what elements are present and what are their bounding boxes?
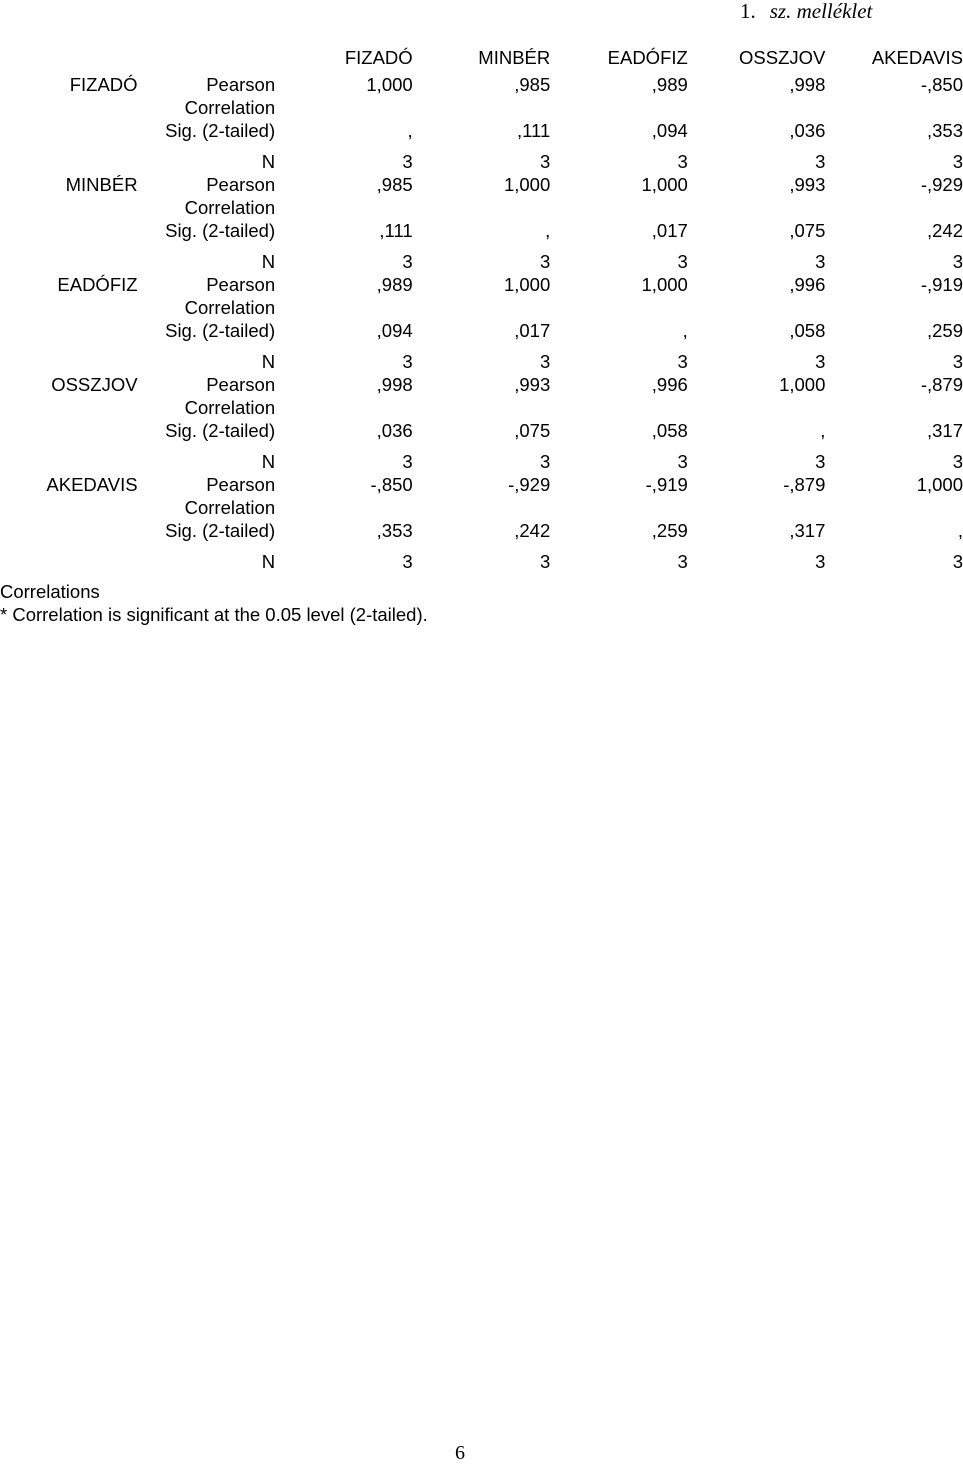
row-stat-label: Pearson Correlation <box>184 274 276 318</box>
row-variable-label <box>0 550 138 573</box>
page-number: 6 <box>455 1442 465 1464</box>
table-cell: -,929 <box>920 174 963 195</box>
annex-title: sz. melléklet <box>769 0 873 23</box>
table-cell: 3 <box>815 551 826 572</box>
table-row <box>0 550 963 573</box>
table-cell: 3 <box>952 151 963 172</box>
annex-number: 1. <box>740 0 756 23</box>
table-row <box>0 150 963 173</box>
row-stat-label: N <box>261 251 276 272</box>
table-cell: ,998 <box>376 374 413 395</box>
table-row <box>0 450 963 473</box>
table-row <box>0 250 963 273</box>
row-stat-label: Sig. (2-tailed) <box>165 420 276 441</box>
row-variable-label <box>0 219 138 250</box>
row-variable-label: FIZADÓ <box>69 74 138 95</box>
table-cell: 1,000 <box>366 74 413 95</box>
table-cell: 3 <box>402 551 413 572</box>
table-cell: ,259 <box>651 520 688 541</box>
row-variable-label: MINBÉR <box>65 174 138 195</box>
table-cell: , <box>957 520 963 541</box>
table-cell: 3 <box>402 351 413 372</box>
table-cell: 3 <box>815 251 826 272</box>
table-cell: 3 <box>539 351 551 372</box>
table-cell: -,850 <box>920 74 963 95</box>
row-stat-label: Pearson Correlation <box>184 74 276 118</box>
column-header: AKEDAVIS <box>871 47 963 68</box>
table-cell: ,317 <box>789 520 826 541</box>
table-cell: -,850 <box>370 474 413 495</box>
caption-note: * Correlation is significant at the 0.05 level (2-tailed). <box>0 604 428 625</box>
row-variable-label <box>0 150 138 173</box>
row-stat-label: Sig. (2-tailed) <box>165 520 276 541</box>
table-row <box>0 219 963 250</box>
row-stat-label: Pearson Correlation <box>184 474 276 518</box>
table-cell: ,985 <box>376 174 413 195</box>
caption-title: Correlations <box>0 581 100 602</box>
table-cell: 3 <box>402 151 413 172</box>
annex-heading <box>740 0 872 24</box>
table-row <box>0 473 963 519</box>
table-cell: ,989 <box>651 74 688 95</box>
table-cell: ,111 <box>516 120 551 141</box>
table-cell: 3 <box>539 251 551 272</box>
row-stat-label: N <box>261 151 276 172</box>
column-header: MINBÉR <box>478 47 551 68</box>
table-cell: 3 <box>677 551 688 572</box>
table-cell: 1,000 <box>779 374 826 395</box>
table-row <box>0 319 963 350</box>
table-cell: 3 <box>815 451 826 472</box>
table-cell: ,036 <box>376 420 413 441</box>
table-row <box>0 350 963 373</box>
row-stat-label: N <box>261 351 276 372</box>
table-row <box>0 519 963 550</box>
table-cell: 1,000 <box>641 174 688 195</box>
table-cell: , <box>820 420 826 441</box>
table-row <box>0 73 963 119</box>
table-cell: 1,000 <box>916 474 963 495</box>
row-variable-label: EADÓFIZ <box>57 274 138 295</box>
row-variable-label <box>0 350 138 373</box>
table-cell: 3 <box>539 451 551 472</box>
row-stat-label: N <box>261 551 276 572</box>
table-cell: ,111 <box>379 220 413 241</box>
table-cell: 3 <box>402 451 413 472</box>
row-variable-label <box>0 519 138 550</box>
table-cell: ,058 <box>789 320 826 341</box>
table-row <box>0 419 963 450</box>
table-cell: ,242 <box>514 520 551 541</box>
table-row <box>0 119 963 150</box>
table-cell: 1,000 <box>503 274 551 295</box>
table-cell: 3 <box>539 151 551 172</box>
table-cell: -,929 <box>508 474 551 495</box>
header-blank-stat <box>138 42 276 73</box>
table-cell: 3 <box>539 551 551 572</box>
table-row <box>0 173 963 219</box>
table-cell: ,998 <box>789 74 826 95</box>
column-header: OSSZJOV <box>739 47 826 68</box>
row-stat-label: Pearson Correlation <box>184 174 276 218</box>
table-cell: ,996 <box>651 374 688 395</box>
table-header-row <box>0 42 963 73</box>
table-cell: , <box>545 220 551 241</box>
row-variable-label <box>0 450 138 473</box>
table-cell: ,993 <box>514 374 551 395</box>
table-cell: ,017 <box>651 220 688 241</box>
table-cell: , <box>407 120 413 141</box>
table-cell: -,879 <box>783 474 826 495</box>
row-variable-label: AKEDAVIS <box>46 474 138 495</box>
table-row <box>0 373 963 419</box>
table-cell: ,996 <box>789 274 826 295</box>
row-variable-label <box>0 419 138 450</box>
table-cell: ,989 <box>376 274 413 295</box>
row-stat-label: Pearson Correlation <box>184 374 276 418</box>
correlations-body <box>0 73 963 573</box>
table-cell: ,353 <box>376 520 413 541</box>
row-stat-label: N <box>261 451 276 472</box>
table-cell: -,879 <box>920 374 963 395</box>
table-cell: ,242 <box>926 220 963 241</box>
table-cell: 3 <box>952 451 963 472</box>
header-blank-var <box>0 42 138 73</box>
table-cell: ,353 <box>926 120 963 141</box>
row-stat-label: Sig. (2-tailed) <box>165 220 276 241</box>
table-cell: -,919 <box>920 274 963 295</box>
row-variable-label <box>0 119 138 150</box>
table-cell: ,993 <box>789 174 826 195</box>
row-stat-label: Sig. (2-tailed) <box>165 320 276 341</box>
table-cell: ,317 <box>926 420 963 441</box>
table-cell: 1,000 <box>503 174 551 195</box>
table-cell: ,075 <box>789 220 826 241</box>
table-caption <box>0 580 428 626</box>
table-cell: 3 <box>677 151 688 172</box>
table-cell: ,259 <box>926 320 963 341</box>
correlations-table <box>0 42 963 573</box>
table-cell: ,036 <box>789 120 826 141</box>
table-cell: ,017 <box>514 320 551 341</box>
table-cell: 3 <box>952 351 963 372</box>
row-variable-label <box>0 319 138 350</box>
table-cell: 3 <box>677 451 688 472</box>
column-header: FIZADÓ <box>344 47 413 68</box>
table-cell: 3 <box>677 351 688 372</box>
table-cell: ,094 <box>376 320 413 341</box>
table-cell: ,075 <box>514 420 551 441</box>
row-variable-label: OSSZJOV <box>51 374 138 395</box>
table-cell: 3 <box>815 351 826 372</box>
table-cell: ,094 <box>651 120 688 141</box>
table-cell: -,919 <box>645 474 688 495</box>
table-cell: 3 <box>815 151 826 172</box>
table-cell: 3 <box>952 551 963 572</box>
table-cell: 3 <box>952 251 963 272</box>
table-cell: ,058 <box>651 420 688 441</box>
table-cell: 3 <box>402 251 413 272</box>
row-variable-label <box>0 250 138 273</box>
table-cell: , <box>682 320 688 341</box>
row-stat-label: Sig. (2-tailed) <box>165 120 276 141</box>
column-header: EADÓFIZ <box>607 47 688 68</box>
table-cell: ,985 <box>514 74 551 95</box>
table-row <box>0 273 963 319</box>
table-cell: 1,000 <box>641 274 688 295</box>
table-cell: 3 <box>677 251 688 272</box>
